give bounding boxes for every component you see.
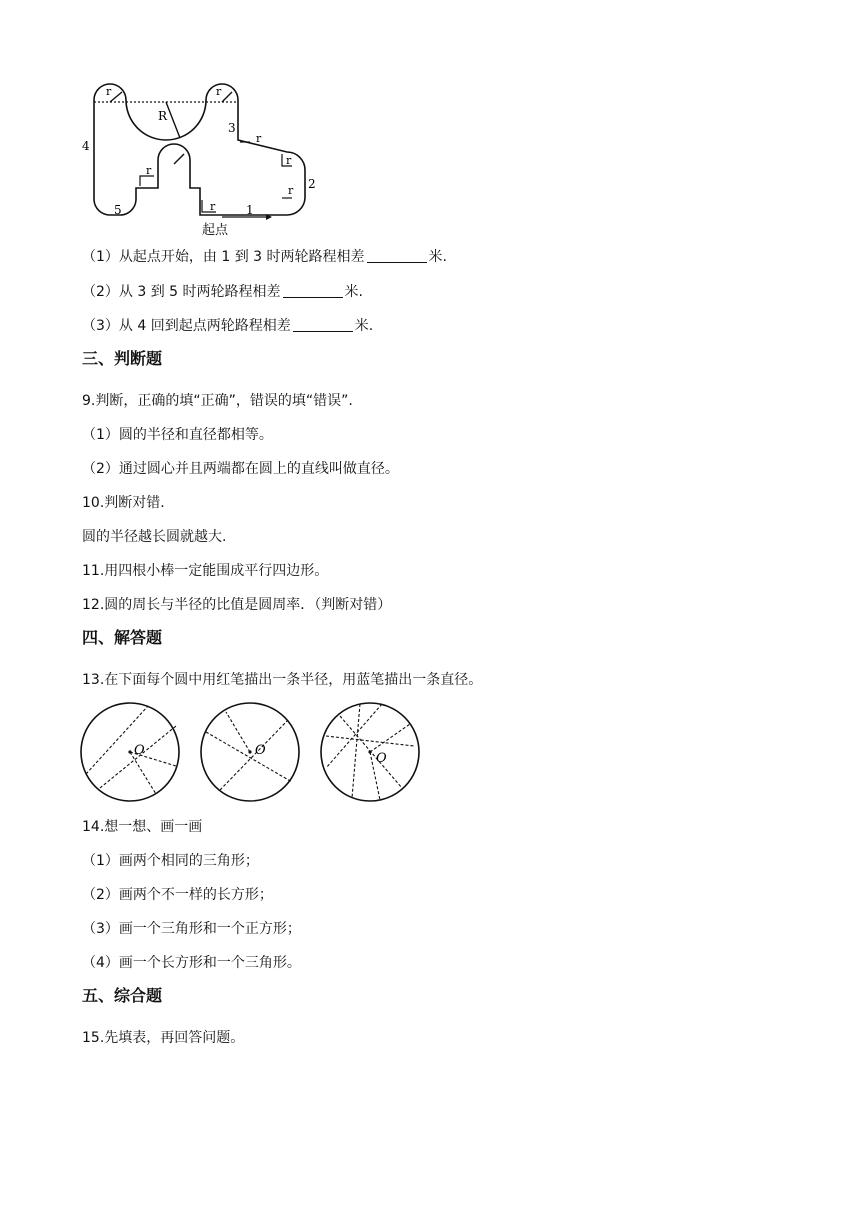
label-start: 起点 [202, 223, 229, 238]
question-14: 14.想一想、画一画 [82, 819, 203, 835]
label-r: r [256, 132, 262, 145]
question-11: 11.用四根小棒一定能围成平行四边形。 [82, 563, 329, 579]
question-13: 13.在下面每个圆中用红笔描出一条半径，用蓝笔描出一条直径。 [82, 672, 483, 688]
radius-mark [174, 154, 184, 164]
q8-sub1 [82, 247, 447, 267]
corner-mark [140, 176, 154, 186]
label-2: 2 [308, 177, 316, 191]
q8-sub1-unit: 米. [428, 249, 447, 265]
radius-mark [222, 92, 232, 102]
question-14-4: （4）画一个长方形和一个三角形。 [82, 955, 301, 971]
q8-sub3 [82, 316, 373, 336]
track-outline [94, 84, 305, 215]
circle-2 [201, 703, 299, 801]
label-3: 3 [228, 121, 236, 135]
question-9-1: （1）圆的半径和直径都相等。 [82, 427, 273, 443]
section-title: 三、判断题 [82, 349, 163, 368]
q8-sub2-unit: 米. [344, 284, 363, 300]
question-9: 9.判断，正确的填“正确”，错误的填“错误”. [82, 393, 353, 409]
q8-sub3-unit: 米. [354, 318, 374, 334]
label-R: R [158, 109, 168, 123]
center-label: O [255, 743, 266, 758]
center-label: O [376, 751, 387, 766]
answer-blank[interactable] [293, 317, 353, 332]
q8-sub3-text: （3）从 4 回到起点两轮路程相差 [82, 318, 291, 334]
radius-mark-large [166, 102, 180, 138]
label-5: 5 [114, 203, 122, 217]
label-1: 1 [246, 203, 254, 217]
label-r: r [106, 85, 112, 98]
question-10-body: 圆的半径越长圆就越大. [82, 529, 227, 545]
q8-sub1-text: （1）从起点开始，由 1 到 3 时两轮路程相差 [82, 249, 365, 265]
answer-blank[interactable] [283, 283, 343, 298]
answer-blank[interactable] [367, 248, 427, 263]
question-14-2: （2）画两个不一样的长方形； [82, 887, 273, 903]
label-r: r [210, 200, 216, 213]
section-title: 五、综合题 [82, 986, 163, 1005]
label-r: r [288, 184, 294, 197]
center-label: O [134, 743, 145, 758]
question-10: 10.判断对错. [82, 495, 165, 511]
question-9-2: （2）通过圆心并且两端都在圆上的直线叫做直径。 [82, 461, 399, 477]
question-14-1: （1）画两个相同的三角形； [82, 853, 259, 869]
circles-figure [80, 702, 424, 804]
circle-1 [81, 703, 179, 801]
label-r: r [216, 85, 222, 98]
label-r: r [286, 154, 292, 167]
q8-sub2 [82, 282, 363, 302]
section-title: 四、解答题 [82, 628, 163, 647]
question-14-3: （3）画一个三角形和一个正方形； [82, 921, 301, 937]
label-r: r [146, 164, 152, 177]
circle-3 [321, 703, 419, 801]
label-4: 4 [82, 139, 90, 153]
question-15: 15.先填表，再回答问题。 [82, 1030, 245, 1046]
question-12: 12.圆的周长与半径的比值是圆周率．（判断对错） [82, 597, 392, 613]
track-figure [82, 80, 322, 240]
q8-sub2-text: （2）从 3 到 5 时两轮路程相差 [82, 284, 281, 300]
radius-mark [110, 92, 122, 102]
